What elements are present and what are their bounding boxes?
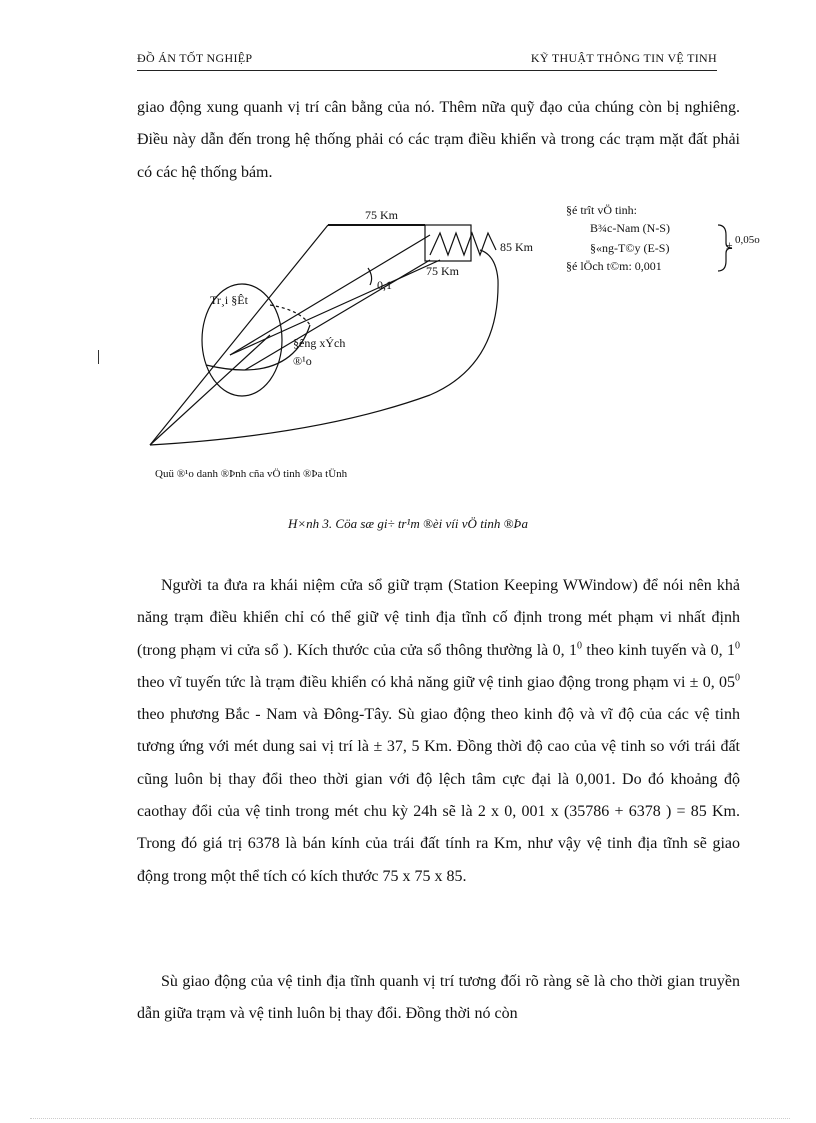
page-header xyxy=(137,48,717,71)
figure-caption: H×nh 3. Cöa sæ gi÷ tr¹m ®èi víi vÖ tinh ®Þa xyxy=(288,516,528,531)
paragraph-2 xyxy=(137,570,740,893)
legend-ew: §«ng-T©y (E-S) xyxy=(590,241,670,255)
header-left: ĐỒ ÁN TỐT NGHIỆP xyxy=(137,51,253,65)
degree-sup-2: 0 xyxy=(735,640,741,652)
header-right: KỸ THUẬT THÔNG TIN VỆ TINH xyxy=(530,51,717,65)
legend-pm: ± xyxy=(726,238,733,252)
label-earth: Tr¸i §Êt xyxy=(210,293,248,307)
legend-value: 0,05o xyxy=(735,234,760,246)
figure-drawing xyxy=(100,195,780,485)
paragraph-2-a: Người ta đưa ra khái niệm cửa sổ giữ trạm (Station Keeping WWindow) để nói nên khả năng trạm điều khiển chỉ có thể giữ vệ tinh địa tĩnh cố định trong mét phạm vi nhất định (trong phạm vi cửa sổ ). Kích thước của cửa sổ thông thường là 0, 1 xyxy=(137,577,740,659)
label-angle: 0,1 xyxy=(377,278,392,292)
legend-ns: B¾c-Nam (N-S) xyxy=(590,221,670,235)
paragraph-3: Sù giao động của vệ tinh địa tĩnh quanh vị trí tương đối rõ ràng sẽ là cho thời gian truyền dẫn giữa trạm và vệ tinh luôn bị thay đổi. Đồng thời nó còn xyxy=(137,973,740,1023)
label-equator-2: ®¹o xyxy=(293,354,312,368)
degree-sup-3: 0 xyxy=(735,672,740,684)
label-85km: 85 Km xyxy=(500,240,533,254)
paragraph-2-d: theo phương Bắc - Nam và Đông-Tây. Sù giao động theo kinh độ và vĩ độ của các vệ tinh tương ứng với mét dung sai vị trí là ± 37, 5 Km. Đồng thời độ cao của vệ tinh so với trái đất cũng luôn bị thay đổi theo thời gian với độ lệch tâm cực đại là 0,001. Do đó khoảng độ caothay đổi của vệ tinh trong mét chu kỳ 24h sẽ là 2 x 0, 001 x (35786 + 6378 ) = 85 Km. Trong đó giá trị 6378 là bán kính của trái đất tính ra Km, như vậy vệ tinh địa tĩnh sẽ giao động trong một thể tích có kích thước 75 x 75 x 85. xyxy=(137,706,740,885)
text-cursor-mark xyxy=(98,350,99,364)
label-75km-bottom: 75 Km xyxy=(426,264,459,278)
label-75km-top: 75 Km xyxy=(365,208,398,222)
legend-ecc: §é lÖch t©m: 0,001 xyxy=(566,259,662,273)
paragraph-2-b: theo kinh tuyến và 0, 1 xyxy=(582,641,736,659)
label-equator-1: §êng xÝch xyxy=(293,336,346,350)
oscillation-zigzag xyxy=(430,233,496,255)
cone-line-top xyxy=(150,225,328,445)
footer-line xyxy=(30,1118,790,1119)
paragraph-1: giao động xung quanh vị trí cân bằng của nó. Thêm nữa quỹ đạo của chúng còn bị nghiêng. Điều này dẫn đến trong hệ thống phải có các trạm điều khiển và trong các trạm mặt đất phải có các hệ thống bám. xyxy=(137,99,740,181)
orbit-caption: Quü ®¹o danh ®Þnh cña vÖ tinh ®Þa tÜnh xyxy=(155,468,348,480)
station-keeping-figure xyxy=(100,195,780,485)
paragraph-2-c: theo vĩ tuyến tức là trạm điều khiển có khả năng giữ vệ tinh giao động trong phạm vi ± 0, 05 xyxy=(137,673,735,691)
legend-title: §é trît vÖ tinh: xyxy=(566,203,637,217)
degree-sup-1: 0 xyxy=(577,640,583,652)
